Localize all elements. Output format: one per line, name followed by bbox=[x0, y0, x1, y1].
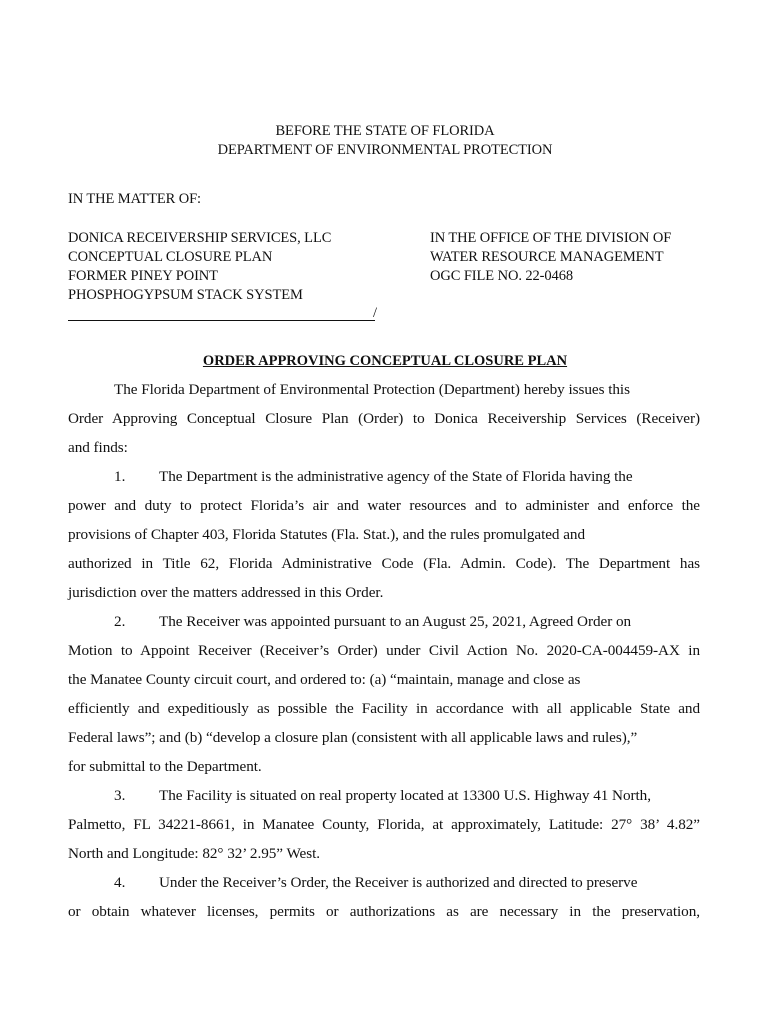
finding-line: provisions of Chapter 403, Florida Statutes (Fla. Stat.), and the rules promulgated and bbox=[68, 526, 586, 543]
finding-line: Under the Receiver’s Order, the Receiver is authorized and directed to preserve bbox=[159, 874, 638, 891]
finding-line: jurisdiction over the matters addressed in this Order. bbox=[68, 584, 384, 601]
caption-right-line: WATER RESOURCE MANAGEMENT bbox=[430, 249, 664, 265]
finding-line: Motion to Appoint Receiver (Receiver’s Order) under Civil Action No. 2020-CA-004459-AX in bbox=[68, 642, 700, 659]
caption-right-line: IN THE OFFICE OF THE DIVISION OF bbox=[430, 230, 672, 246]
finding-number: 2. bbox=[114, 613, 126, 630]
matter-label: IN THE MATTER OF: bbox=[68, 191, 201, 207]
caption-rule bbox=[68, 320, 375, 321]
intro-line: and finds: bbox=[68, 439, 128, 456]
caption-left-line: PHOSPHOGYPSUM STACK SYSTEM bbox=[68, 287, 303, 303]
finding-number: 1. bbox=[114, 468, 126, 485]
caption-left-line: DONICA RECEIVERSHIP SERVICES, LLC bbox=[68, 230, 332, 246]
finding-line: The Department is the administrative agency of the State of Florida having the bbox=[159, 468, 633, 485]
caption-right-line: OGC FILE NO. 22-0468 bbox=[430, 268, 573, 284]
finding-line: efficiently and expeditiously as possible the Facility in accordance with all applicable State and bbox=[68, 700, 700, 717]
order-title: ORDER APPROVING CONCEPTUAL CLOSURE PLAN bbox=[202, 353, 568, 369]
finding-line: the Manatee County circuit court, and ordered to: (a) “maintain, manage and close as bbox=[68, 671, 581, 688]
finding-line: Federal laws”; and (b) “develop a closure plan (consistent with all applicable laws and rules),” bbox=[68, 729, 638, 746]
finding-number: 4. bbox=[114, 874, 126, 891]
finding-line: or obtain whatever licenses, permits or authorizations as are necessary in the preservation, bbox=[68, 903, 700, 920]
intro-line: Order Approving Conceptual Closure Plan (Order) to Donica Receivership Services (Receiver) bbox=[68, 410, 700, 427]
caption-left-line: CONCEPTUAL CLOSURE PLAN bbox=[68, 249, 273, 265]
finding-number: 3. bbox=[114, 787, 126, 804]
finding-line: North and Longitude: 82° 32’ 2.95” West. bbox=[68, 845, 320, 862]
finding-line: The Receiver was appointed pursuant to an August 25, 2021, Agreed Order on bbox=[159, 613, 632, 630]
intro-line: The Florida Department of Environmental Protection (Department) hereby issues this bbox=[114, 381, 630, 398]
finding-line: authorized in Title 62, Florida Administrative Code (Fla. Admin. Code). The Department has bbox=[68, 555, 700, 572]
heading-court: BEFORE THE STATE OF FLORIDA bbox=[275, 123, 495, 139]
caption-slash: / bbox=[373, 305, 378, 321]
finding-line: Palmetto, FL 34221-8661, in Manatee County, Florida, at approximately, Latitude: 27° 38’ 4.82” bbox=[68, 816, 700, 833]
finding-line: for submittal to the Department. bbox=[68, 758, 262, 775]
caption-left-line: FORMER PINEY POINT bbox=[68, 268, 218, 284]
heading-department: DEPARTMENT OF ENVIRONMENTAL PROTECTION bbox=[217, 142, 553, 158]
finding-line: power and duty to protect Florida’s air and water resources and to administer and enforce the bbox=[68, 497, 700, 514]
finding-line: The Facility is situated on real property located at 13300 U.S. Highway 41 North, bbox=[159, 787, 651, 804]
